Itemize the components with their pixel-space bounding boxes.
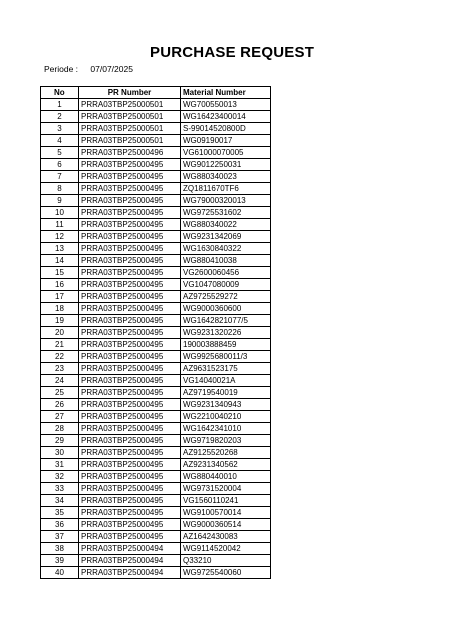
cell-pr-number: PRRA03TBP25000495 <box>79 291 181 303</box>
table-row <box>41 159 271 171</box>
table-row <box>41 375 271 387</box>
periode-value: 07/07/2025 <box>90 64 133 74</box>
cell-material-number: AZ9719540019 <box>181 387 271 399</box>
cell-no: 23 <box>41 363 79 375</box>
cell-no: 1 <box>41 99 79 111</box>
table-row <box>41 555 271 567</box>
table-row <box>41 567 271 579</box>
cell-material-number: WG1642341010 <box>181 423 271 435</box>
cell-pr-number: PRRA03TBP25000501 <box>79 135 181 147</box>
cell-no: 3 <box>41 123 79 135</box>
cell-no: 20 <box>41 327 79 339</box>
table-row <box>41 387 271 399</box>
cell-pr-number: PRRA03TBP25000495 <box>79 459 181 471</box>
cell-pr-number: PRRA03TBP25000495 <box>79 435 181 447</box>
cell-no: 15 <box>41 267 79 279</box>
table-row <box>41 543 271 555</box>
cell-no: 32 <box>41 471 79 483</box>
cell-pr-number: PRRA03TBP25000495 <box>79 531 181 543</box>
cell-pr-number: PRRA03TBP25000495 <box>79 447 181 459</box>
cell-pr-number: PRRA03TBP25000495 <box>79 327 181 339</box>
cell-pr-number: PRRA03TBP25000495 <box>79 219 181 231</box>
cell-pr-number: PRRA03TBP25000495 <box>79 243 181 255</box>
cell-no: 30 <box>41 447 79 459</box>
periode-line <box>44 64 133 74</box>
cell-no: 39 <box>41 555 79 567</box>
cell-material-number: Q33210 <box>181 555 271 567</box>
table-row <box>41 363 271 375</box>
cell-material-number: AZ9631523175 <box>181 363 271 375</box>
table-row <box>41 279 271 291</box>
table-row <box>41 195 271 207</box>
table-row <box>41 327 271 339</box>
cell-pr-number: PRRA03TBP25000495 <box>79 399 181 411</box>
cell-material-number: 190003888459 <box>181 339 271 351</box>
table-row <box>41 471 271 483</box>
cell-material-number: WG880410038 <box>181 255 271 267</box>
table-row <box>41 519 271 531</box>
cell-no: 35 <box>41 507 79 519</box>
cell-material-number: ZQ1811670TF6 <box>181 183 271 195</box>
cell-material-number: WG16423400014 <box>181 111 271 123</box>
cell-material-number: WG79000320013 <box>181 195 271 207</box>
cell-pr-number: PRRA03TBP25000495 <box>79 471 181 483</box>
cell-material-number: VG14040021A <box>181 375 271 387</box>
table-header-row <box>41 87 271 99</box>
table-row <box>41 507 271 519</box>
cell-no: 4 <box>41 135 79 147</box>
table-row <box>41 435 271 447</box>
cell-no: 40 <box>41 567 79 579</box>
cell-material-number: AZ9231340562 <box>181 459 271 471</box>
page-title: PURCHASE REQUEST <box>150 44 315 61</box>
table-row <box>41 411 271 423</box>
table-row <box>41 183 271 195</box>
cell-no: 33 <box>41 483 79 495</box>
cell-material-number: WG880340022 <box>181 219 271 231</box>
cell-material-number: S-99014520800D <box>181 123 271 135</box>
cell-no: 36 <box>41 519 79 531</box>
cell-no: 10 <box>41 207 79 219</box>
cell-no: 29 <box>41 435 79 447</box>
cell-pr-number: PRRA03TBP25000495 <box>79 303 181 315</box>
table-row <box>41 315 271 327</box>
cell-no: 34 <box>41 495 79 507</box>
table-row <box>41 147 271 159</box>
cell-no: 31 <box>41 459 79 471</box>
cell-material-number: WG700550013 <box>181 99 271 111</box>
column-header-material-number: Material Number <box>181 87 271 99</box>
cell-pr-number: PRRA03TBP25000495 <box>79 339 181 351</box>
cell-material-number: WG880340023 <box>181 171 271 183</box>
cell-material-number: WG9231340943 <box>181 399 271 411</box>
cell-material-number: WG9925680011/3 <box>181 351 271 363</box>
cell-pr-number: PRRA03TBP25000495 <box>79 507 181 519</box>
cell-pr-number: PRRA03TBP25000495 <box>79 411 181 423</box>
table-row <box>41 171 271 183</box>
table-row <box>41 135 271 147</box>
cell-no: 6 <box>41 159 79 171</box>
table-row <box>41 447 271 459</box>
cell-pr-number: PRRA03TBP25000495 <box>79 387 181 399</box>
periode-label: Periode : <box>44 64 79 74</box>
cell-no: 22 <box>41 351 79 363</box>
cell-pr-number: PRRA03TBP25000495 <box>79 183 181 195</box>
table-row <box>41 231 271 243</box>
table-row <box>41 459 271 471</box>
table-row <box>41 483 271 495</box>
cell-material-number: WG9725531602 <box>181 207 271 219</box>
cell-no: 18 <box>41 303 79 315</box>
cell-material-number: WG9000360514 <box>181 519 271 531</box>
table-row <box>41 531 271 543</box>
cell-pr-number: PRRA03TBP25000495 <box>79 483 181 495</box>
cell-pr-number: PRRA03TBP25000501 <box>79 111 181 123</box>
table-row <box>41 423 271 435</box>
cell-pr-number: PRRA03TBP25000495 <box>79 195 181 207</box>
cell-pr-number: PRRA03TBP25000495 <box>79 231 181 243</box>
cell-pr-number: PRRA03TBP25000495 <box>79 279 181 291</box>
cell-pr-number: PRRA03TBP25000495 <box>79 495 181 507</box>
cell-pr-number: PRRA03TBP25000501 <box>79 99 181 111</box>
table-body <box>41 99 271 579</box>
cell-material-number: WG1642821077/5 <box>181 315 271 327</box>
cell-no: 14 <box>41 255 79 267</box>
table-row <box>41 255 271 267</box>
cell-material-number: WG9725540060 <box>181 567 271 579</box>
cell-pr-number: PRRA03TBP25000495 <box>79 351 181 363</box>
cell-no: 24 <box>41 375 79 387</box>
table-row <box>41 207 271 219</box>
cell-pr-number: PRRA03TBP25000495 <box>79 267 181 279</box>
cell-no: 11 <box>41 219 79 231</box>
cell-pr-number: PRRA03TBP25000494 <box>79 543 181 555</box>
cell-no: 13 <box>41 243 79 255</box>
table-row <box>41 399 271 411</box>
cell-pr-number: PRRA03TBP25000495 <box>79 159 181 171</box>
cell-material-number: WG880440010 <box>181 471 271 483</box>
cell-no: 28 <box>41 423 79 435</box>
cell-no: 9 <box>41 195 79 207</box>
cell-material-number: WG9114520042 <box>181 543 271 555</box>
cell-material-number: WG9000360600 <box>181 303 271 315</box>
table-row <box>41 111 271 123</box>
cell-material-number: WG9231342069 <box>181 231 271 243</box>
cell-material-number: WG9719820203 <box>181 435 271 447</box>
cell-no: 16 <box>41 279 79 291</box>
cell-no: 17 <box>41 291 79 303</box>
cell-material-number: WG2210040210 <box>181 411 271 423</box>
cell-pr-number: PRRA03TBP25000495 <box>79 375 181 387</box>
cell-no: 38 <box>41 543 79 555</box>
cell-pr-number: PRRA03TBP25000501 <box>79 123 181 135</box>
table-row <box>41 291 271 303</box>
cell-material-number: WG9100570014 <box>181 507 271 519</box>
cell-pr-number: PRRA03TBP25000496 <box>79 147 181 159</box>
cell-no: 5 <box>41 147 79 159</box>
cell-pr-number: PRRA03TBP25000495 <box>79 423 181 435</box>
table-row <box>41 303 271 315</box>
table-row <box>41 219 271 231</box>
table-row <box>41 351 271 363</box>
cell-material-number: WG1630840322 <box>181 243 271 255</box>
cell-no: 7 <box>41 171 79 183</box>
cell-material-number: VG1560110241 <box>181 495 271 507</box>
cell-material-number: AZ9125520268 <box>181 447 271 459</box>
cell-no: 8 <box>41 183 79 195</box>
column-header-no: No <box>41 87 79 99</box>
cell-no: 12 <box>41 231 79 243</box>
table-row <box>41 123 271 135</box>
cell-no: 21 <box>41 339 79 351</box>
cell-pr-number: PRRA03TBP25000494 <box>79 567 181 579</box>
cell-pr-number: PRRA03TBP25000495 <box>79 315 181 327</box>
cell-material-number: VG1047080009 <box>181 279 271 291</box>
cell-no: 27 <box>41 411 79 423</box>
cell-material-number: VG2600060456 <box>181 267 271 279</box>
column-header-pr-number: PR Number <box>79 87 181 99</box>
table-row <box>41 267 271 279</box>
table-row <box>41 339 271 351</box>
cell-material-number: WG9731520004 <box>181 483 271 495</box>
cell-material-number: AZ1642430083 <box>181 531 271 543</box>
cell-pr-number: PRRA03TBP25000495 <box>79 363 181 375</box>
cell-no: 25 <box>41 387 79 399</box>
cell-material-number: WG9012250031 <box>181 159 271 171</box>
purchase-request-table <box>40 86 271 579</box>
cell-pr-number: PRRA03TBP25000495 <box>79 519 181 531</box>
table-row <box>41 495 271 507</box>
table-row <box>41 99 271 111</box>
cell-no: 26 <box>41 399 79 411</box>
cell-no: 2 <box>41 111 79 123</box>
cell-pr-number: PRRA03TBP25000495 <box>79 255 181 267</box>
cell-material-number: WG09190017 <box>181 135 271 147</box>
cell-material-number: VG61000070005 <box>181 147 271 159</box>
table-row <box>41 243 271 255</box>
cell-material-number: WG9231320226 <box>181 327 271 339</box>
cell-pr-number: PRRA03TBP25000494 <box>79 555 181 567</box>
cell-material-number: AZ9725529272 <box>181 291 271 303</box>
cell-no: 37 <box>41 531 79 543</box>
cell-pr-number: PRRA03TBP25000495 <box>79 171 181 183</box>
cell-pr-number: PRRA03TBP25000495 <box>79 207 181 219</box>
cell-no: 19 <box>41 315 79 327</box>
